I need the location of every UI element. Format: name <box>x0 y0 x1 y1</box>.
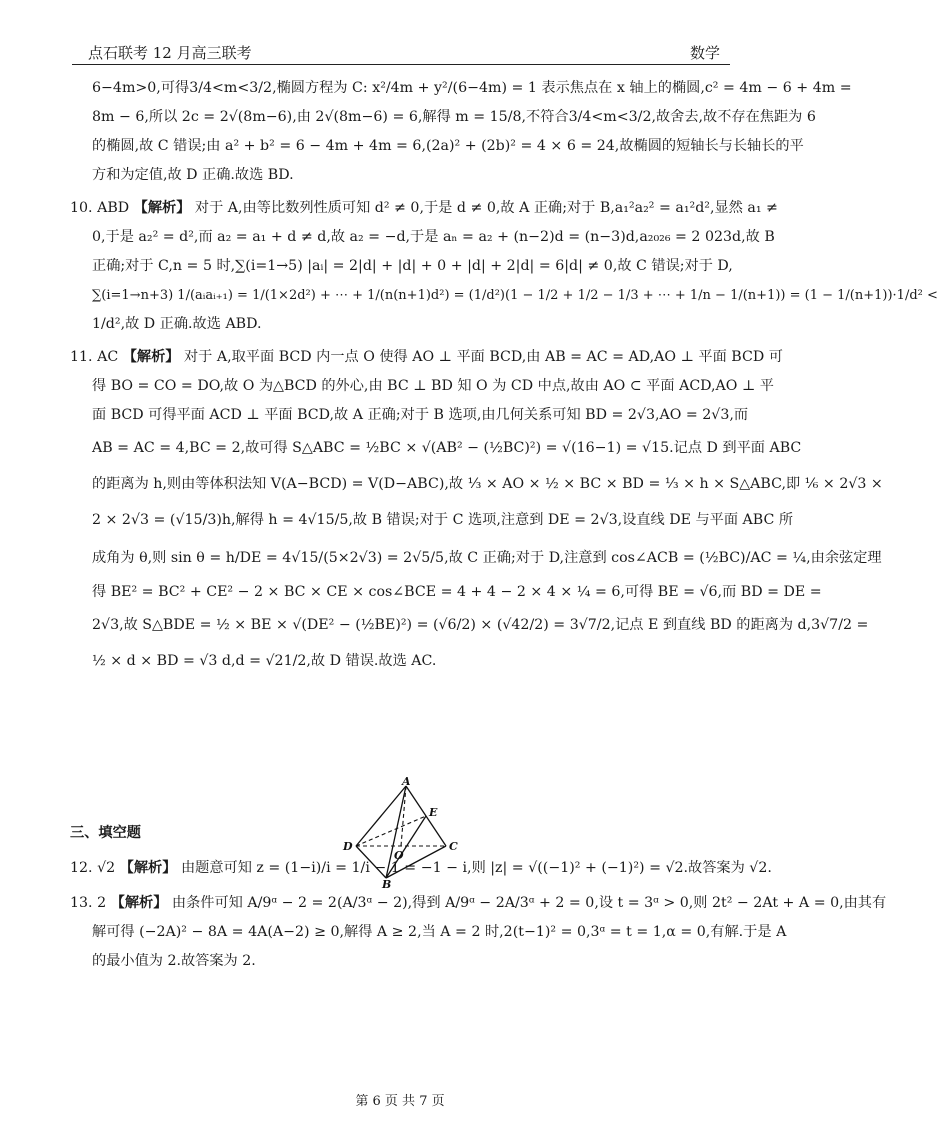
tetrahedron-figure <box>334 775 474 891</box>
label-d: D <box>343 840 353 853</box>
text-line: 对于 A,由等比数列性质可知 d² ≠ 0,于是 d ≠ 0,故 A 正确;对于 B,a₁²a₂² = a₁²d²,显然 a₁ ≠ <box>194 200 778 216</box>
text-line: 1/d²,故 D 正确.故选 ABD. <box>92 316 262 332</box>
text-line: ½ × d × BD = √3 d,d = √21/2,故 D 错误.故选 AC. <box>92 653 437 669</box>
edge-be <box>386 816 426 878</box>
text-line: 2√3,故 S△BDE = ½ × BE × √(DE² − (½BE)²) = (√6/2) × (√42/2) = 3√7/2,记点 E 到直线 BD 的距离为 d,3√7/2 = <box>92 617 869 633</box>
label-c: C <box>449 840 458 853</box>
q11-answer <box>70 343 883 679</box>
q13-answer <box>70 889 887 976</box>
q9-continuation <box>70 74 852 190</box>
text-line: ∑(i=1→n+3) 1/(aᵢaᵢ₊₁) = 1/(1×2d²) + ⋯ + 1/(n(n+1)d²) = (1/d²)(1 − 1/2 + 1/2 − 1/3 + ⋯ + 1/n − 1/(n+1)) = (1 − 1/(n+1))·1/d² < <box>92 288 938 303</box>
text-line: 得 BO = CO = DO,故 O 为△BCD 的外心,由 BC ⊥ BD 知 O 为 CD 中点,故由 AO ⊂ 平面 ACD,AO ⊥ 平 <box>92 378 774 394</box>
text-line: 2 × 2√3 = (√15/3)h,解得 h = 4√15/5,故 B 错误;对于 C 选项,注意到 DE = 2√3,设直线 DE 与平面 ABC 所 <box>92 512 794 528</box>
analysis-tag: 【解析】 <box>110 895 168 911</box>
edge-de-hidden <box>356 816 426 846</box>
text-line: 由题意可知 z = (1−i)/i = 1/i − 1 = −1 − i,则 |z| = √((−1)² + (−1)²) = √2.故答案为 √2. <box>180 860 772 876</box>
q13-number: 13. 2 <box>70 895 107 911</box>
text-line: 面 BCD 可得平面 ACD ⊥ 平面 BCD,故 A 正确;对于 B 选项,由几何关系可知 BD = 2√3,AO = 2√3,而 <box>92 407 749 423</box>
page-footer: 第 6 页 共 7 页 <box>355 1094 445 1109</box>
text-line: 成角为 θ,则 sin θ = h/DE = 4√15/(5×2√3) = 2√5/5,故 C 正确;对于 D,注意到 cos∠ACB = (½BC)/AC = ¼,由余弦定理 <box>92 550 882 566</box>
text-line: 由条件可知 A/9ᵅ − 2 = 2(A/3ᵅ − 2),得到 A/9ᵅ − 2A/3ᵅ + 2 = 0,设 t = 3ᵅ > 0,则 2t² − 2At + A = 0,由其有 <box>171 895 887 911</box>
edge-ad <box>356 786 406 846</box>
text-line: 8m − 6,所以 2c = 2√(8m−6),由 2√(8m−6) = 6,解得 m = 15/8,不符合3/4<m<3/2,故舍去,故不存在焦距为 6 <box>92 109 816 125</box>
analysis-tag: 【解析】 <box>119 860 177 876</box>
label-e: E <box>429 806 438 819</box>
text-line: 对于 A,取平面 BCD 内一点 O 使得 AO ⊥ 平面 BCD,由 AB = AC = AD,AO ⊥ 平面 BCD 可 <box>183 349 783 365</box>
analysis-tag: 【解析】 <box>133 200 191 216</box>
q10-number: 10. ABD <box>70 200 130 216</box>
text-line: 6−4m>0,可得3/4<m<3/2,椭圆方程为 C: x²/4m + y²/(6−4m) = 1 表示焦点在 x 轴上的椭圆,c² = 4m − 6 + 4m = <box>92 80 852 96</box>
text-line: 0,于是 a₂² = d²,而 a₂ = a₁ + d ≠ d,故 a₂ = −d,于是 aₙ = a₂ + (n−2)d = (n−3)d,a₂₀₂₆ = 2 023d,故 B <box>92 229 775 245</box>
text-line: 正确;对于 C,n = 5 时,∑(i=1→5) |aᵢ| = 2|d| + |d| + 0 + |d| + 2|d| = 6|d| ≠ 0,故 C 错误;对于 D, <box>92 258 733 274</box>
label-a: A <box>402 775 411 788</box>
label-b: B <box>382 878 392 891</box>
page-header <box>72 40 730 65</box>
text-line: 方和为定值,故 D 正确.故选 BD. <box>92 167 294 183</box>
label-o: O <box>394 849 404 862</box>
header-subject: 数学 <box>689 44 720 62</box>
text-line: AB = AC = 4,BC = 2,故可得 S△ABC = ½BC × √(AB² − (½BC)²) = √(16−1) = √15.记点 D 到平面 ABC <box>92 440 802 456</box>
section-heading-fill-in: 三、填空题 <box>70 825 141 841</box>
q10-answer <box>70 194 938 339</box>
q12-number: 12. √2 <box>70 860 116 876</box>
text-line: 的最小值为 2.故答案为 2. <box>92 953 256 969</box>
text-line: 的椭圆,故 C 错误;由 a² + b² = 6 − 4m + 4m = 6,(2a)² + (2b)² = 4 × 6 = 24,故椭圆的短轴长与长轴长的平 <box>92 138 804 154</box>
text-line: 解可得 (−2A)² − 8A = 4A(A−2) ≥ 0,解得 A ≥ 2,当 A = 2 时,2(t−1)² = 0,3ᵅ = t = 1,α = 0,有解.于是 A <box>92 924 787 940</box>
text-line: 得 BE² = BC² + CE² − 2 × BC × CE × cos∠BCE = 4 + 4 − 2 × 4 × ¼ = 6,可得 BE = √6,而 BD = DE = <box>92 584 822 600</box>
analysis-tag: 【解析】 <box>122 349 180 365</box>
text-line: 的距离为 h,则由等体积法知 V(A−BCD) = V(D−ABC),故 ⅓ × AO × ½ × BC × BD = ⅓ × h × S△ABC,即 ⅙ × 2√3 × <box>92 476 883 492</box>
q11-number: 11. AC <box>70 349 119 365</box>
edge-db <box>356 846 386 878</box>
header-exam-title: 点石联考 12 月高三联考 <box>88 44 252 62</box>
